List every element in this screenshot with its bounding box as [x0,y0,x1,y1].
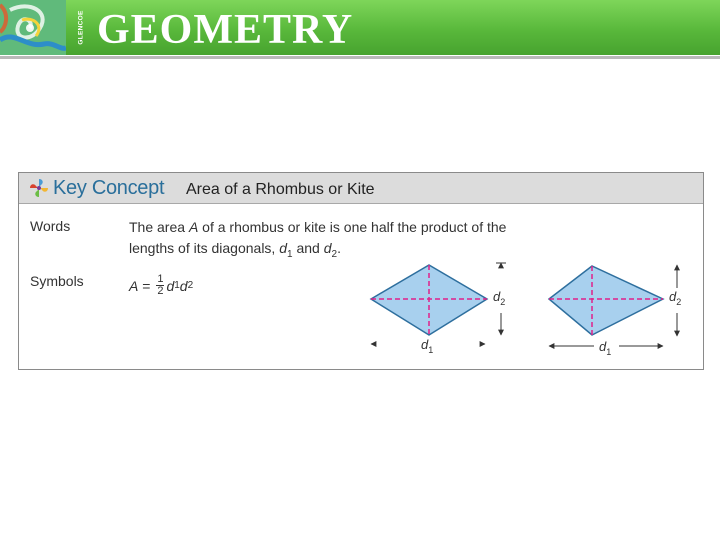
rhombus-d1-label: $d_1$ [421,337,434,355]
words-var-a: A [188,219,199,235]
fractal-logo-art [0,0,66,55]
formula-d2-sub: 2 [187,280,194,291]
words-d1: d [279,240,288,256]
kite-d1-label: $d_1$ [599,339,612,357]
words-part-2: of a rhombus or kite is one half the product of the lengths of its diagonals, [129,219,507,256]
kite-figure [549,265,681,357]
key-concept-title: Area of a Rhombus or Kite [186,181,375,198]
key-concept-label: Key Concept [53,177,165,199]
formula-a: A [129,277,139,294]
rhombus-figure [371,263,506,355]
fraction-numerator: 1 [157,273,164,285]
words-and: and [292,240,324,256]
brand-glencoe-text: GLENCOE [77,10,85,45]
formula-equals: = [138,277,155,294]
fraction-denominator: 2 [157,285,164,297]
words-label: Words [30,218,71,234]
page-title: GEOMETRY [97,7,354,53]
symbols-label: Symbols [30,273,84,289]
formula-d1: d [166,277,175,294]
words-d2-sub: 2 [331,248,338,260]
words-part-1: The area [129,219,189,235]
key-concept-box [18,172,704,370]
kite-shape [549,266,663,335]
rhombus-d2-label: $d_2$ [493,289,506,307]
words-d2: d [323,240,332,256]
words-end: . [337,240,341,256]
words-d1-sub: 1 [287,248,293,260]
header-bar [0,0,720,55]
formula-d2: d [179,277,188,294]
formula-d1-sub: 1 [174,280,180,291]
figures [19,173,703,369]
kite-d2-label: $d_2$ [669,289,682,307]
header-divider [0,56,720,59]
brand-glencoe [70,2,92,53]
